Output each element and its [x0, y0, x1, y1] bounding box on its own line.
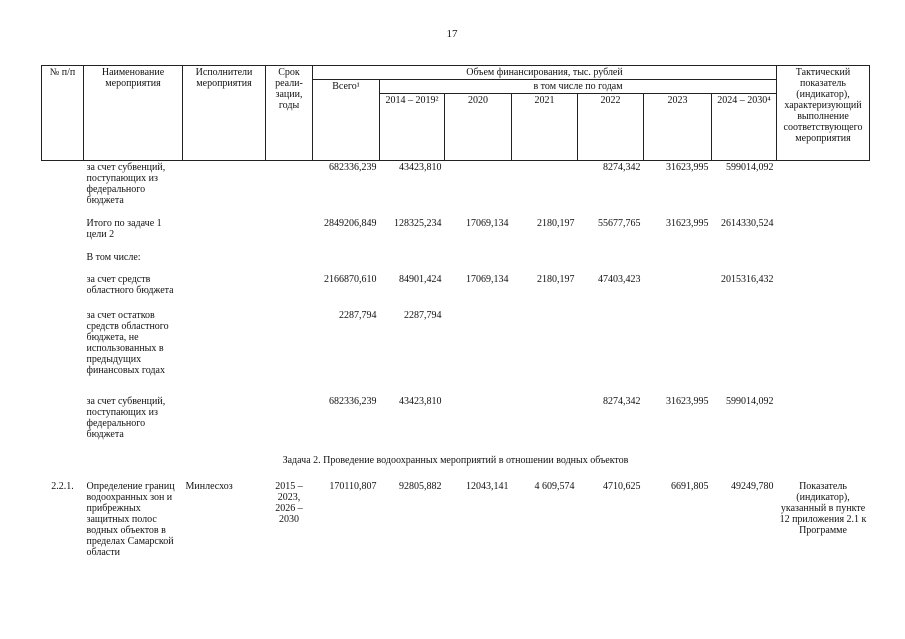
row-no	[42, 218, 84, 252]
row-value: 2287,794	[404, 310, 442, 321]
row-value: 128325,234	[394, 218, 442, 229]
row-value: 17069,134	[466, 218, 509, 229]
row-name: за счет остатков средств областного бюджета, не использованных в предыдущих финансовых годах	[86, 310, 169, 376]
row-indicator	[777, 310, 870, 396]
row-value	[512, 161, 578, 219]
row-no	[42, 252, 84, 274]
item-value: 4710,625	[603, 481, 641, 492]
header-term: Срок реали- зации, годы	[266, 66, 313, 161]
row-total: 2166870,610	[324, 274, 377, 285]
row-no	[42, 161, 84, 219]
header-year: 2021	[512, 94, 578, 161]
row-value: 43423,810	[399, 396, 442, 407]
item-value: 92805,882	[399, 481, 442, 492]
row-term	[266, 218, 313, 252]
row-name: В том числе:	[86, 252, 141, 263]
row-value	[644, 252, 712, 274]
table-row	[42, 252, 870, 274]
item-term: 2015 – 2023, 2026 – 2030	[275, 481, 303, 525]
header-year: 2024 – 2030⁴	[712, 94, 777, 161]
table-row	[42, 310, 870, 396]
row-name: за счет субвенций, поступающих из федерального бюджета	[86, 396, 166, 440]
header-year: 2014 – 2019²	[380, 94, 445, 161]
row-value: 599014,092	[726, 396, 774, 407]
row-value: 8274,342	[603, 396, 641, 407]
row-value: 17069,134	[466, 274, 509, 285]
row-value	[712, 252, 777, 274]
row-value: 55677,765	[598, 218, 641, 229]
row-name: Итого по задаче 1 цели 2	[86, 218, 162, 240]
row-term	[266, 310, 313, 396]
row-value: 599014,092	[726, 162, 774, 173]
item-no: 2.2.1.	[51, 481, 74, 492]
row-value: 2015316,432	[721, 274, 774, 285]
row-value	[512, 396, 578, 454]
row-total: 682336,239	[329, 396, 377, 407]
page-number: 17	[446, 28, 458, 40]
task-heading: Задача 2. Проведение водоохранных мероприятий в отношении водных объектов	[282, 455, 629, 466]
row-value: 31623,995	[666, 396, 709, 407]
header-indicator: Тактический показатель (индикатор), характеризующий выполнение соответствующего мероприятия	[777, 66, 870, 161]
row-value: 43423,810	[399, 162, 442, 173]
row-value: 2180,197	[537, 218, 575, 229]
row-value: 84901,424	[399, 274, 442, 285]
row-value	[380, 252, 445, 274]
row-term	[266, 252, 313, 274]
header-volume: Объем финансирования, тыс. рублей	[313, 66, 777, 80]
row-total: 2849206,849	[324, 218, 377, 229]
header-total: Всего¹	[313, 80, 380, 161]
row-indicator	[777, 396, 870, 454]
row-total: 682336,239	[329, 162, 377, 173]
row-value: 8274,342	[603, 162, 641, 173]
header-year: 2023	[644, 94, 712, 161]
row-value: 31623,995	[666, 218, 709, 229]
row-name: за счет субвенций, поступающих из федерального бюджета	[86, 162, 166, 206]
item-value: 12043,141	[466, 481, 509, 492]
row-executor	[183, 218, 266, 252]
row-value	[578, 310, 644, 396]
row-value	[644, 274, 712, 310]
row-term	[266, 396, 313, 454]
item-value: 4 609,574	[534, 481, 575, 492]
table-row	[42, 218, 870, 252]
table-row	[42, 396, 870, 454]
row-indicator	[777, 252, 870, 274]
row-no	[42, 396, 84, 454]
row-executor	[183, 396, 266, 454]
row-no	[42, 274, 84, 310]
row-executor	[183, 274, 266, 310]
row-executor	[183, 161, 266, 219]
item-total: 170110,807	[329, 481, 377, 492]
item-value: 6691,805	[671, 481, 709, 492]
item-executor: Минлесхоз	[185, 481, 233, 492]
item-indicator: Показатель (индикатор), указанный в пункте 12 приложения 2.1 к Программе	[779, 481, 867, 536]
row-indicator	[777, 274, 870, 310]
header-by-years: в том числе по годам	[380, 80, 777, 94]
row-value: 47403,423	[598, 274, 641, 285]
header-year: 2020	[445, 94, 512, 161]
header-executors: Исполнители мероприятия	[183, 66, 266, 161]
header-year: 2022	[578, 94, 644, 161]
financing-table	[41, 65, 870, 571]
row-executor	[183, 310, 266, 396]
row-value	[445, 161, 512, 219]
item-name: Определение границ водоохранных зон и прибрежных защитных полос водных объектов в пределах Самарской области	[86, 481, 175, 558]
row-value: 2180,197	[537, 274, 575, 285]
row-value	[712, 310, 777, 396]
row-value	[512, 252, 578, 274]
row-value: 31623,995	[666, 162, 709, 173]
row-value	[445, 310, 512, 396]
header-name: Наименование мероприятия	[84, 66, 183, 161]
table-row	[42, 161, 870, 219]
row-term	[266, 274, 313, 310]
header-no: № п/п	[42, 66, 84, 161]
row-term	[266, 161, 313, 219]
item-value: 49249,780	[731, 481, 774, 492]
row-value	[578, 252, 644, 274]
row-value	[644, 310, 712, 396]
row-value	[445, 252, 512, 274]
row-value: 2614330,524	[721, 218, 774, 229]
row-indicator	[777, 161, 870, 219]
row-no	[42, 310, 84, 396]
row-value	[512, 310, 578, 396]
row-name: за счет средств областного бюджета	[86, 274, 174, 296]
row-total: 2287,794	[339, 310, 377, 321]
row-value	[445, 396, 512, 454]
row-indicator	[777, 218, 870, 252]
table-row	[42, 479, 870, 571]
row-executor	[183, 252, 266, 274]
row-total	[313, 252, 380, 274]
table-row	[42, 274, 870, 310]
table-row	[42, 454, 870, 479]
